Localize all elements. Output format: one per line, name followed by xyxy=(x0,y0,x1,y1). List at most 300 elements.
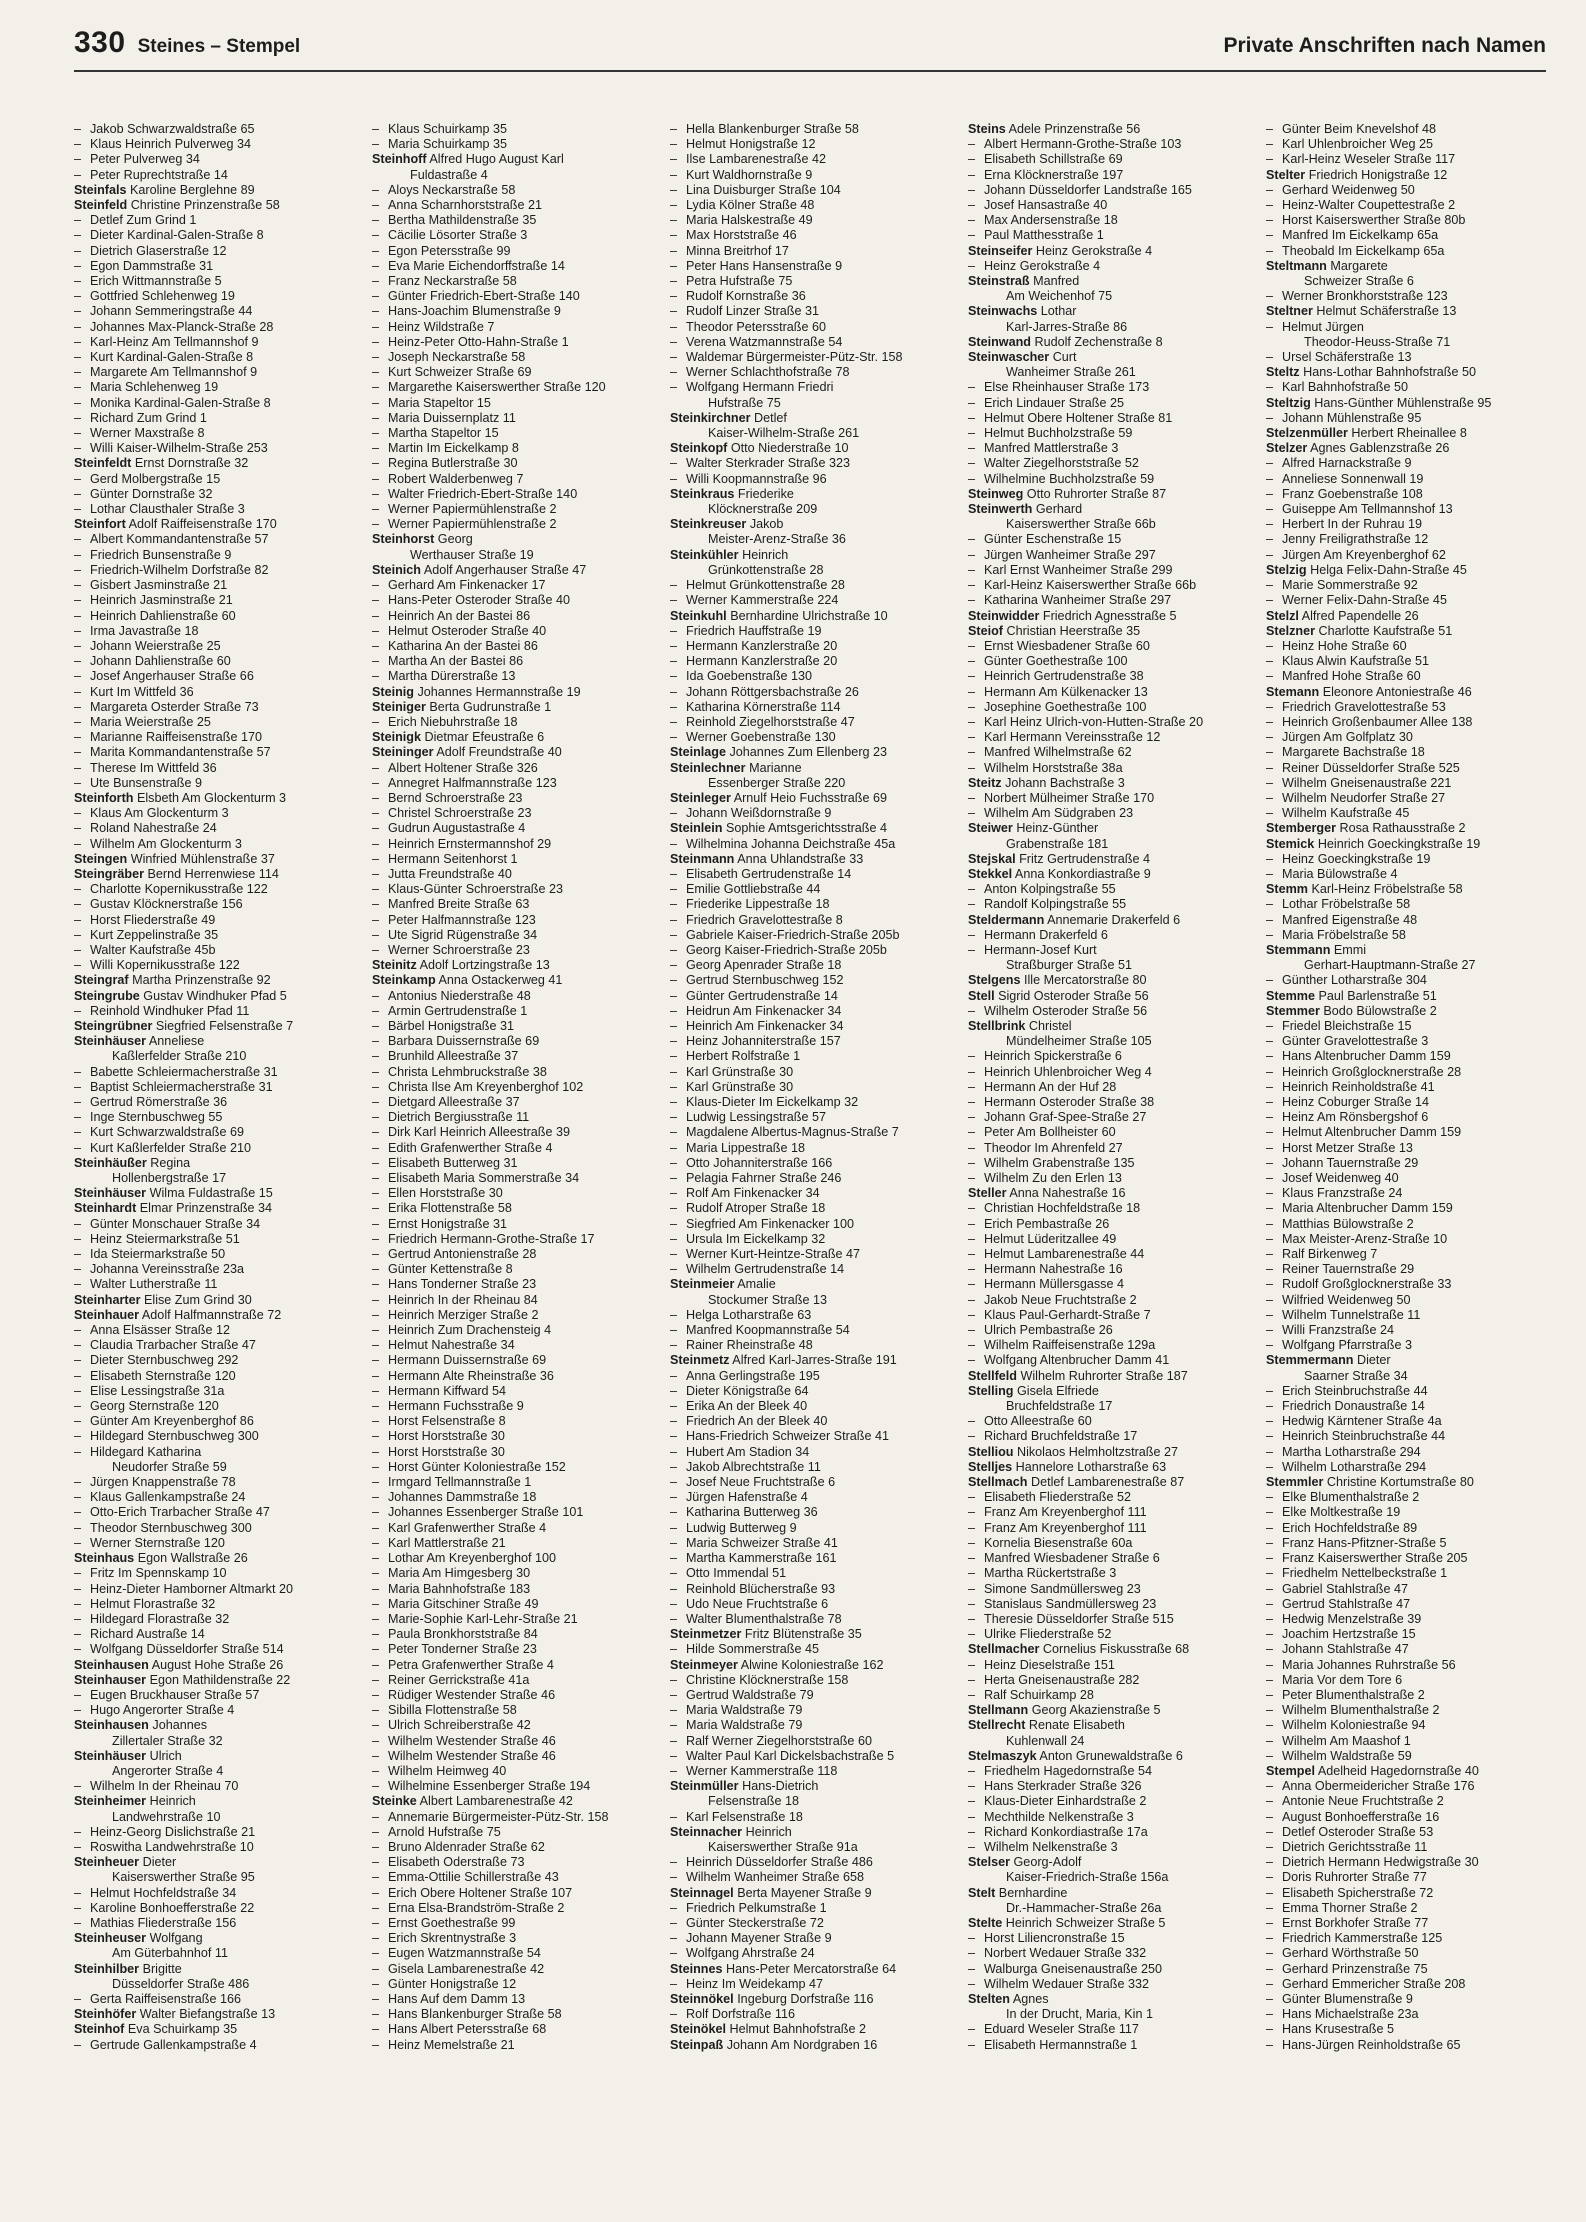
entry-text: Klaus-Dieter Einhardstraße 2 xyxy=(984,1794,1147,1809)
directory-entry xyxy=(74,989,354,1004)
entry-text: Reinhold Windhuker Pfad 11 xyxy=(90,1003,250,1018)
entry-text: Ernst Dornstraße 32 xyxy=(134,456,249,471)
directory-entry xyxy=(670,1353,950,1368)
same-surname-dash: – xyxy=(968,426,976,441)
directory-entry xyxy=(968,487,1248,502)
surname: Stelzl xyxy=(1266,608,1299,623)
same-surname-dash: – xyxy=(670,1216,678,1231)
entry-text: Heinz Memelstraße 21 xyxy=(388,2037,515,2052)
entry-text: Mathias Fliederstraße 156 xyxy=(90,1915,237,1930)
entry-text: Maria Schlehenweg 19 xyxy=(90,380,219,395)
same-surname-dash: – xyxy=(1266,532,1274,547)
entry-text: Kurt Im Wittfeld 36 xyxy=(90,684,194,699)
entry-text: Anna Uhlandstraße 33 xyxy=(737,851,864,866)
same-surname-dash: – xyxy=(670,1931,678,1946)
entry-text: Karl Grafenwerther Straße 4 xyxy=(388,1520,547,1535)
entry-text: Udo Neue Fruchtstraße 6 xyxy=(686,1596,829,1611)
entry-text: Hella Blankenburger Straße 58 xyxy=(686,122,859,136)
surname: Steinhäuser xyxy=(74,1186,147,1201)
directory-entry xyxy=(372,320,652,335)
entry-text: Johannes Zum Ellenberg 23 xyxy=(729,745,888,760)
directory-entry xyxy=(670,1110,950,1125)
entry-text: Rosa Rathausstraße 2 xyxy=(1339,821,1466,836)
directory-entry xyxy=(670,213,950,228)
same-surname-dash: – xyxy=(670,152,678,167)
directory-entry xyxy=(1266,1673,1546,1688)
directory-entry xyxy=(670,669,950,684)
entry-text: Curt xyxy=(1052,350,1077,365)
entry-text: Richard Zum Grind 1 xyxy=(90,410,207,425)
entry-text: Eduard Weseler Straße 117 xyxy=(984,2022,1139,2037)
same-surname-dash: – xyxy=(968,1611,976,1626)
entry-text: Christine Kortumstraße 80 xyxy=(1326,1475,1474,1490)
directory-entry xyxy=(1266,928,1546,943)
same-surname-dash: – xyxy=(670,365,678,380)
entry-text: Norbert Mülheimer Straße 170 xyxy=(984,790,1155,805)
directory-entry xyxy=(74,1490,354,1505)
directory-entry xyxy=(372,1962,652,1977)
entry-text: Helmut Osteroder Straße 40 xyxy=(388,623,547,638)
entry-text: Nikolaos Helmholtzstraße 27 xyxy=(1016,1444,1178,1459)
entry-text: Wilhelm Ruhrorter Straße 187 xyxy=(1020,1368,1188,1383)
entry-text: Gerhard Emmericher Straße 208 xyxy=(1282,1976,1466,1991)
entry-text: Manfred xyxy=(1033,274,1080,289)
same-surname-dash: – xyxy=(1266,1779,1274,1794)
surname: Stemick xyxy=(1266,836,1315,851)
same-surname-dash: – xyxy=(1266,1885,1274,1900)
same-surname-dash: – xyxy=(372,1064,380,1079)
entry-text: Karl-Jarres-Straße 86 xyxy=(1006,319,1128,334)
entry-text: Dieter Sternbuschweg 292 xyxy=(90,1353,239,1368)
surname: Steinseifer xyxy=(968,243,1033,258)
directory-entry xyxy=(1266,745,1546,760)
same-surname-dash: – xyxy=(74,1429,82,1444)
directory-entry xyxy=(968,396,1248,411)
same-surname-dash: – xyxy=(372,1034,380,1049)
directory-entry xyxy=(968,1840,1248,1855)
entry-text: Georg Sternstraße 120 xyxy=(90,1399,219,1414)
directory-entry xyxy=(74,380,354,395)
directory-entry xyxy=(670,1597,950,1612)
surname: Steinich xyxy=(372,562,421,577)
directory-entry xyxy=(372,456,652,471)
same-surname-dash: – xyxy=(670,1079,678,1094)
entry-text: Landwehrstraße 10 xyxy=(112,1809,221,1824)
entry-text: Karl-Heinz Am Tellmannshof 9 xyxy=(90,334,259,349)
directory-entry xyxy=(1266,396,1546,411)
same-surname-dash: – xyxy=(670,274,678,289)
directory-entry xyxy=(372,1156,652,1171)
directory-entry xyxy=(74,715,354,730)
directory-entry xyxy=(670,122,950,137)
directory-entry xyxy=(1266,730,1546,745)
directory-entry xyxy=(670,837,950,852)
same-surname-dash: – xyxy=(968,745,976,760)
entry-text: Friedrich Gravelottestraße 8 xyxy=(686,912,843,927)
directory-entry xyxy=(372,609,652,624)
entry-text: Günter Kettenstraße 8 xyxy=(388,1262,513,1277)
directory-entry xyxy=(968,943,1248,958)
entry-text: Gerd Molbergstraße 15 xyxy=(90,471,221,486)
directory-entry xyxy=(1266,837,1546,852)
same-surname-dash: – xyxy=(670,1900,678,1915)
surname: Stemmermann xyxy=(1266,1353,1354,1368)
entry-text: Walter Paul Karl Dickelsbachstraße 5 xyxy=(686,1748,895,1763)
same-surname-dash: – xyxy=(74,760,82,775)
directory-entry xyxy=(1266,989,1546,1004)
directory-entry xyxy=(74,700,354,715)
directory-entry xyxy=(74,624,354,639)
same-surname-dash: – xyxy=(670,1231,678,1246)
entry-text: Josef Hansastraße 40 xyxy=(984,198,1108,213)
entry-text: Bernd Herrenwiese 114 xyxy=(147,866,279,881)
directory-entry xyxy=(1266,791,1546,806)
directory-entry xyxy=(372,1825,652,1840)
directory-entry xyxy=(1266,1445,1546,1460)
same-surname-dash: – xyxy=(74,2037,82,2052)
same-surname-dash: – xyxy=(1266,654,1274,669)
entry-text: Johann Am Nordgraben 16 xyxy=(726,2037,878,2052)
entry-text: Reiner Düsseldorfer Straße 525 xyxy=(1282,760,1460,775)
same-surname-dash: – xyxy=(372,395,380,410)
same-surname-dash: – xyxy=(968,410,976,425)
entry-text: Margarethe Kaiserswerther Straße 120 xyxy=(388,380,606,395)
directory-entry xyxy=(1266,456,1546,471)
directory-entry xyxy=(74,1886,354,1901)
entry-text: Horst Horststraße 30 xyxy=(388,1429,505,1444)
entry-text: Armin Gertrudenstraße 1 xyxy=(388,1003,528,1018)
same-surname-dash: – xyxy=(74,471,82,486)
entry-text: Marita Kommandantenstraße 57 xyxy=(90,745,271,760)
directory-entry xyxy=(1266,563,1546,578)
same-surname-dash: – xyxy=(372,1961,380,1976)
directory-entry xyxy=(968,152,1248,167)
entry-text: Wilhelm Kaufstraße 45 xyxy=(1282,806,1410,821)
entry-text: Irma Javastraße 18 xyxy=(90,623,199,638)
entry-text: Wilhelm Lotharstraße 294 xyxy=(1282,1459,1427,1474)
entry-text: Günter Goethestraße 100 xyxy=(984,654,1128,669)
directory-entry xyxy=(372,1642,652,1657)
entry-text: Hedwig Menzelstraße 39 xyxy=(1282,1611,1422,1626)
directory-entry xyxy=(74,1597,354,1612)
same-surname-dash: – xyxy=(74,1490,82,1505)
same-surname-dash: – xyxy=(372,1262,380,1277)
same-surname-dash: – xyxy=(968,1003,976,1018)
surname: Steingräber xyxy=(74,866,144,881)
directory-entry xyxy=(670,1916,950,1931)
entry-text: Helmut Buchholzstraße 59 xyxy=(984,426,1133,441)
entry-text: Peter Hans Hansenstraße 9 xyxy=(686,258,843,273)
directory-entry xyxy=(372,1399,652,1414)
entry-text: Karl Ernst Wanheimer Straße 299 xyxy=(984,562,1173,577)
same-surname-dash: – xyxy=(968,1140,976,1155)
same-surname-dash: – xyxy=(670,243,678,258)
entry-text: Heinrich Großenbaumer Allee 138 xyxy=(1282,714,1473,729)
same-surname-dash: – xyxy=(372,1627,380,1642)
directory-entry xyxy=(968,761,1248,776)
same-surname-dash: – xyxy=(1266,1748,1274,1763)
same-surname-dash: – xyxy=(670,213,678,228)
entry-text: Erich Pembastraße 26 xyxy=(984,1216,1110,1231)
entry-text: Bernhardine Ulrichstraße 10 xyxy=(730,608,888,623)
directory-entry xyxy=(968,669,1248,684)
entry-text: Klaus-Dieter Im Eickelkamp 32 xyxy=(686,1095,859,1109)
same-surname-dash: – xyxy=(372,258,380,273)
same-surname-dash: – xyxy=(1266,1095,1274,1109)
directory-entry xyxy=(968,1749,1248,1764)
same-surname-dash: – xyxy=(670,1915,678,1930)
entry-text: Gustav Klöcknerstraße 156 xyxy=(90,897,243,912)
entry-text: Karl Heinz Ulrich-von-Hutten-Straße 20 xyxy=(984,714,1204,729)
directory-entry xyxy=(670,913,950,928)
directory-entry xyxy=(372,1764,652,1779)
same-surname-dash: – xyxy=(1266,1414,1274,1429)
directory-entry xyxy=(74,396,354,411)
same-surname-dash: – xyxy=(372,1307,380,1322)
directory-columns xyxy=(74,122,1546,2182)
same-surname-dash: – xyxy=(1266,1733,1274,1748)
entry-text: Hans-Joachim Blumenstraße 9 xyxy=(388,304,561,319)
same-surname-dash: – xyxy=(74,699,82,714)
same-surname-dash: – xyxy=(74,897,82,912)
same-surname-dash: – xyxy=(1266,669,1274,684)
directory-entry xyxy=(372,228,652,243)
entry-text: Max Meister-Arenz-Straße 10 xyxy=(1282,1231,1448,1246)
entry-text: Klaus Franzstraße 24 xyxy=(1282,1186,1403,1201)
directory-entry xyxy=(1266,244,1546,259)
directory-entry xyxy=(372,1627,652,1642)
surname: Steinforth xyxy=(74,790,134,805)
same-surname-dash: – xyxy=(74,1399,82,1414)
same-surname-dash: – xyxy=(670,334,678,349)
directory-entry xyxy=(372,1445,652,1460)
entry-text: Antonius Niederstraße 48 xyxy=(388,988,531,1003)
same-surname-dash: – xyxy=(372,2007,380,2022)
surname: Stelten xyxy=(968,1991,1010,2006)
directory-entry xyxy=(372,1992,652,2007)
entry-text: Rolf Dorfstraße 116 xyxy=(686,2007,795,2022)
entry-text: Adolf Lortzingstraße 13 xyxy=(419,958,550,973)
directory-entry xyxy=(670,852,950,867)
directory-entry xyxy=(74,1505,354,1520)
entry-text: Wolfgang Altenbrucher Damm 41 xyxy=(984,1353,1170,1368)
directory-entry xyxy=(372,274,652,289)
same-surname-dash: – xyxy=(670,1459,678,1474)
same-surname-dash: – xyxy=(1266,380,1274,395)
directory-entry xyxy=(670,137,950,152)
same-surname-dash: – xyxy=(372,1566,380,1581)
same-surname-dash: – xyxy=(1266,502,1274,517)
entry-text: Emma-Ottilie Schillerstraße 43 xyxy=(388,1870,559,1885)
entry-text: Manfred Wilhelmstraße 62 xyxy=(984,745,1132,760)
directory-entry xyxy=(1266,821,1546,836)
surname: Steinmetz xyxy=(670,1353,730,1368)
directory-entry xyxy=(74,578,354,593)
same-surname-dash: – xyxy=(1266,137,1274,152)
entry-text: Horst Metzer Straße 13 xyxy=(1282,1140,1413,1155)
directory-entry xyxy=(670,2022,950,2037)
same-surname-dash: – xyxy=(372,1383,380,1398)
entry-text: Petra Hufstraße 75 xyxy=(686,274,793,289)
directory-entry xyxy=(670,1946,950,1961)
same-surname-dash: – xyxy=(74,380,82,395)
entry-text: Eugen Watzmannstraße 54 xyxy=(388,1946,541,1961)
entry-text: Hans Auf dem Damm 13 xyxy=(388,1991,526,2006)
directory-entry xyxy=(74,517,354,532)
directory-entry xyxy=(372,730,652,745)
surname: Steininger xyxy=(372,745,434,760)
directory-entry xyxy=(670,1977,950,1992)
entry-text: Helmut Nahestraße 34 xyxy=(388,1338,515,1353)
same-surname-dash: – xyxy=(74,334,82,349)
directory-entry xyxy=(372,259,652,274)
directory-entry xyxy=(1266,1734,1546,1749)
entry-text: Heidrun Am Finkenacker 34 xyxy=(686,1003,842,1018)
entry-text: Wilhelm Wedauer Straße 332 xyxy=(984,1976,1149,1991)
surname: Steinfeldt xyxy=(74,456,132,471)
entry-text: Johanna Vereinsstraße 23a xyxy=(90,1262,245,1277)
directory-entry xyxy=(372,1870,652,1885)
directory-entry xyxy=(1266,1582,1546,1597)
directory-entry xyxy=(74,1475,354,1490)
directory-entry xyxy=(372,183,652,198)
entry-text: Charlotte Kaufstraße 51 xyxy=(1318,623,1453,638)
surname: Stellbrink xyxy=(968,1018,1026,1033)
same-surname-dash: – xyxy=(372,1946,380,1961)
directory-entry xyxy=(74,1232,354,1247)
directory-entry xyxy=(74,1810,354,1825)
entry-text: Karl Grünstraße 30 xyxy=(686,1079,794,1094)
same-surname-dash: – xyxy=(372,1216,380,1231)
surname: Steinkreuser xyxy=(670,517,747,532)
directory-entry xyxy=(670,1293,950,1308)
entry-text: Emma Thorner Straße 2 xyxy=(1282,1900,1418,1915)
entry-text: Martha An der Bastei 86 xyxy=(388,654,524,669)
entry-text: Klaus Schuirkamp 35 xyxy=(388,122,508,136)
surname: Steinhäußer xyxy=(74,1155,147,1170)
same-surname-dash: – xyxy=(372,988,380,1003)
same-surname-dash: – xyxy=(670,456,678,471)
same-surname-dash: – xyxy=(372,1079,380,1094)
directory-entry xyxy=(372,1034,652,1049)
directory-entry xyxy=(74,1642,354,1657)
surname: Steinheuser xyxy=(74,1931,147,1946)
entry-text: Wilhelm Westender Straße 46 xyxy=(388,1748,556,1763)
entry-text: Saarner Straße 34 xyxy=(1304,1368,1408,1383)
entry-text: Maria Bahnhofstraße 183 xyxy=(388,1581,531,1596)
directory-entry xyxy=(372,1490,652,1505)
directory-entry xyxy=(372,1749,652,1764)
entry-text: Günter Steckerstraße 72 xyxy=(686,1915,824,1930)
directory-entry xyxy=(372,304,652,319)
entry-text: Jakob Albrechtstraße 11 xyxy=(686,1459,821,1474)
same-surname-dash: – xyxy=(372,365,380,380)
entry-text: Theodor Petersstraße 60 xyxy=(686,319,827,334)
surname: Steinfeld xyxy=(74,198,128,213)
same-surname-dash: – xyxy=(372,1672,380,1687)
entry-text: Christine Klöcknerstraße 158 xyxy=(686,1672,849,1687)
entry-text: Karoline Bonhoefferstraße 22 xyxy=(90,1900,255,1915)
entry-text: Rudolf Großglocknerstraße 33 xyxy=(1282,1277,1452,1292)
entry-text: Lydia Kölner Straße 48 xyxy=(686,198,815,213)
entry-text: Eva Marie Eichendorffstraße 14 xyxy=(388,258,565,273)
same-surname-dash: – xyxy=(670,730,678,745)
directory-entry xyxy=(968,1034,1248,1049)
directory-entry xyxy=(670,487,950,502)
directory-entry xyxy=(74,1004,354,1019)
same-surname-dash: – xyxy=(968,897,976,912)
same-surname-dash: – xyxy=(372,182,380,197)
entry-text: August Bonhoefferstraße 16 xyxy=(1282,1809,1440,1824)
directory-entry xyxy=(1266,1065,1546,1080)
entry-text: Heinz Coburger Straße 14 xyxy=(1282,1095,1429,1109)
entry-text: Elmar Prinzenstraße 34 xyxy=(139,1201,273,1216)
same-surname-dash: – xyxy=(1266,182,1274,197)
entry-text: Georg Akazienstraße 5 xyxy=(1031,1703,1161,1718)
entry-text: Karl-Heinz Weseler Straße 117 xyxy=(1282,152,1456,167)
entry-text: Karoline Berglehne 89 xyxy=(130,182,255,197)
directory-entry xyxy=(968,1171,1248,1186)
same-surname-dash: – xyxy=(670,1855,678,1870)
entry-text: Anna Obermeidericher Straße 176 xyxy=(1282,1779,1475,1794)
same-surname-dash: – xyxy=(1266,638,1274,653)
directory-entry xyxy=(1266,1019,1546,1034)
entry-text: Arnulf Heio Fuchsstraße 69 xyxy=(733,790,887,805)
directory-entry xyxy=(372,426,652,441)
directory-entry xyxy=(74,1156,354,1171)
directory-entry xyxy=(670,289,950,304)
entry-text: Maria Waldstraße 79 xyxy=(686,1703,803,1718)
directory-entry xyxy=(74,183,354,198)
same-surname-dash: – xyxy=(1266,486,1274,501)
entry-text: Josef Angerhauser Straße 66 xyxy=(90,669,254,684)
same-surname-dash: – xyxy=(372,2022,380,2037)
entry-text: Charlotte Kopernikusstraße 122 xyxy=(90,882,268,897)
directory-entry xyxy=(670,1840,950,1855)
entry-text: Georg Kaiser-Friedrich-Straße 205b xyxy=(686,942,887,957)
entry-text: Peter Tonderner Straße 23 xyxy=(388,1642,537,1657)
surname: Steinhöfer xyxy=(74,2007,137,2022)
directory-entry xyxy=(1266,1855,1546,1870)
same-surname-dash: – xyxy=(968,1171,976,1186)
directory-entry xyxy=(670,1323,950,1338)
directory-entry xyxy=(670,821,950,836)
entry-text: Heinz Wildstraße 7 xyxy=(388,319,495,334)
entry-text: Gerhard Prinzenstraße 75 xyxy=(1282,1961,1428,1976)
entry-text: Wilhelmine Buchholzstraße 59 xyxy=(984,471,1155,486)
entry-text: Maria Johannes Ruhrstraße 56 xyxy=(1282,1657,1456,1672)
entry-text: Johann Graf-Spee-Straße 27 xyxy=(984,1110,1147,1125)
directory-entry xyxy=(372,867,652,882)
directory-entry xyxy=(968,1429,1248,1444)
same-surname-dash: – xyxy=(1266,1429,1274,1444)
directory-entry xyxy=(968,228,1248,243)
entry-text: Hermann Fuchsstraße 9 xyxy=(388,1399,524,1414)
same-surname-dash: – xyxy=(372,669,380,684)
entry-text: Katharina Butterweg 36 xyxy=(686,1505,818,1520)
surname: Steinlage xyxy=(670,745,726,760)
entry-text: Friedrich Pelkumstraße 1 xyxy=(686,1900,827,1915)
entry-text: Hermann Kanzlerstraße 20 xyxy=(686,654,838,669)
directory-entry xyxy=(372,715,652,730)
surname: Steinfals xyxy=(74,182,127,197)
directory-entry xyxy=(1266,1703,1546,1718)
directory-entry xyxy=(968,335,1248,350)
directory-entry xyxy=(372,1688,652,1703)
same-surname-dash: – xyxy=(372,1900,380,1915)
directory-entry xyxy=(372,882,652,897)
entry-text: Otto Johanniterstraße 166 xyxy=(686,1155,833,1170)
